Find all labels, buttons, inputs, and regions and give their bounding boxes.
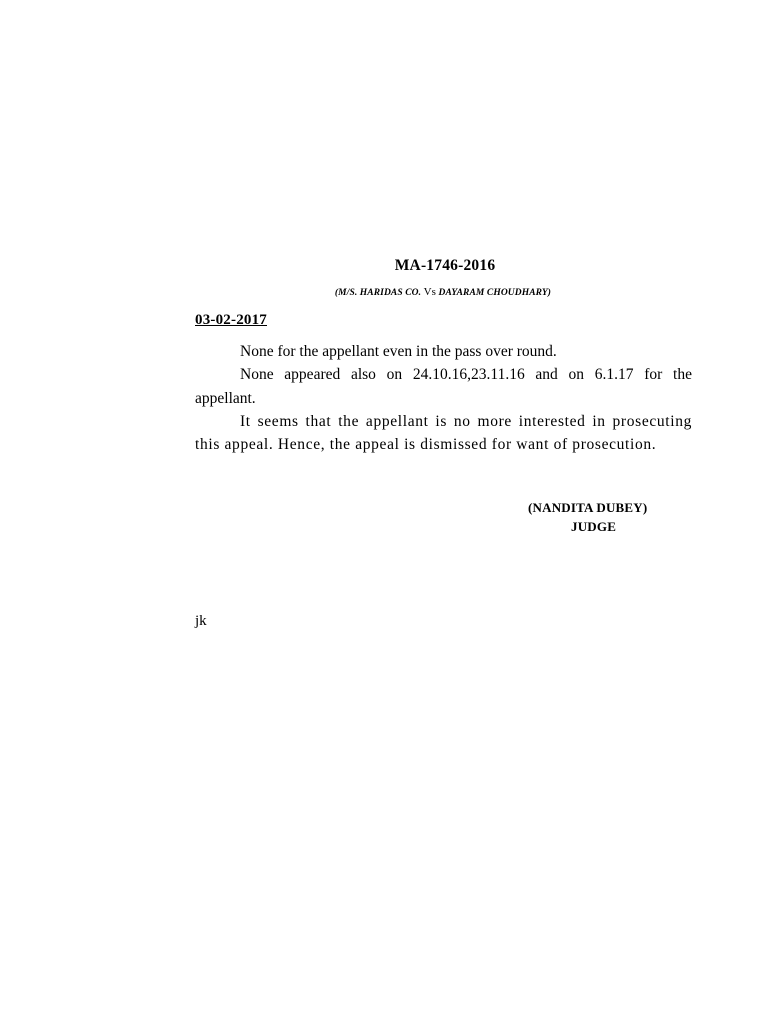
order-paragraph: None for the appellant even in the pass over round.	[240, 343, 557, 360]
typist-initials: jk	[195, 613, 207, 629]
order-paragraph: It seems that the appellant is no more interested in prosecuting this appeal. Hence, the appeal is dismissed for want of prosecution.	[195, 412, 692, 454]
case-number: MA-1746-2016	[394, 257, 496, 274]
appellant-name: (M/S. HARIDAS CO.	[334, 288, 422, 298]
case-parties	[0, 286, 768, 298]
versus-label: Vs	[423, 286, 437, 298]
order-date: 03-02-2017	[195, 312, 267, 328]
judge-name: (NANDITA DUBEY)	[528, 500, 648, 515]
order-body	[195, 340, 692, 456]
judge-title: JUDGE	[571, 519, 617, 534]
respondent-name: DAYARAM CHOUDHARY)	[438, 288, 552, 298]
order-paragraph: None appeared also on 24.10.16,23.11.16 and on 6.1.17 for the appellant.	[195, 366, 692, 407]
